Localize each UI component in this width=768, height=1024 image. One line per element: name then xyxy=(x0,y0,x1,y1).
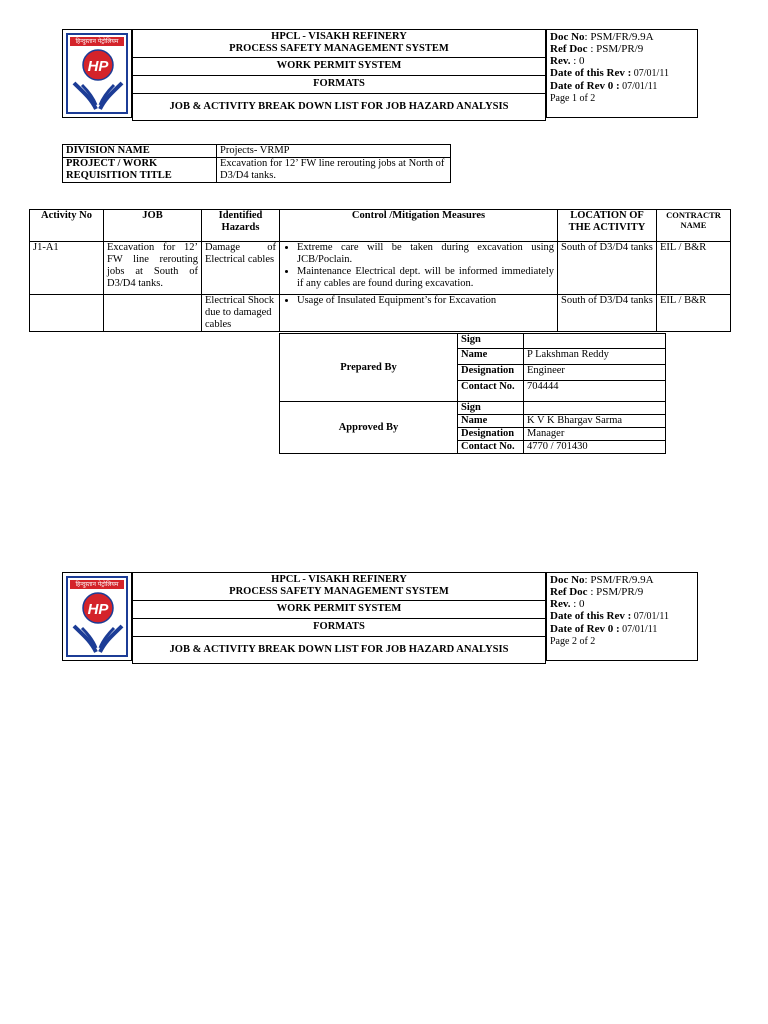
location-cell: South of D3/D4 tanks xyxy=(558,242,657,295)
page-number: Page 1 of 2 xyxy=(550,93,596,104)
approved-name-value: K V K Bhargav Sarma xyxy=(524,415,666,428)
header-hazards: Identified Hazards xyxy=(202,210,280,242)
header-control: Control /Mitigation Measures xyxy=(280,210,558,242)
header-title-table xyxy=(132,29,546,121)
prepared-designation-value: Engineer xyxy=(524,365,666,381)
doc-no-label: Doc No xyxy=(550,574,585,586)
system-name: WORK PERMIT SYSTEM xyxy=(133,58,546,76)
prepared-sign-value xyxy=(524,334,666,349)
rev-value: : 0 xyxy=(570,55,585,67)
contractor-cell: EIL / B&R xyxy=(657,295,731,332)
doc-meta-box xyxy=(546,29,698,118)
approved-designation-value: Manager xyxy=(524,428,666,441)
ref-doc-label: Ref Doc xyxy=(550,586,588,598)
division-label: DIVISION NAME xyxy=(63,145,217,158)
project-label-line1: PROJECT / WORK xyxy=(66,158,158,169)
approved-sign-value xyxy=(524,402,666,415)
hazard-cell: Damage of Electrical cables xyxy=(202,242,280,295)
doc-no-value: : PSM/FR/9.9A xyxy=(584,574,654,586)
date-this-rev-value: 07/01/11 xyxy=(631,611,669,622)
org-line1: HPCL - VISAKH REFINERY xyxy=(271,31,407,42)
signoff-table xyxy=(279,333,666,454)
date-this-rev-value: 07/01/11 xyxy=(631,68,669,79)
header-activity-no: Activity No xyxy=(30,210,104,242)
logo-strip-text: हिन्दुस्तान पेट्रोलियम xyxy=(70,37,124,46)
rev-label: Rev. xyxy=(550,55,571,67)
activity-no-cell xyxy=(30,295,104,332)
doc-no-value: : PSM/FR/9.9A xyxy=(584,31,654,43)
project-label-line2: REQUISITION TITLE xyxy=(66,170,172,181)
org-name-cell xyxy=(133,30,546,58)
contractor-cell: EIL / B&R xyxy=(657,242,731,295)
table-row xyxy=(30,295,731,332)
job-cell xyxy=(104,295,202,332)
activity-table xyxy=(29,209,731,332)
org-name-cell xyxy=(133,573,546,601)
date-rev0-value: 07/01/11 xyxy=(619,624,658,635)
org-line1: HPCL - VISAKH REFINERY xyxy=(271,574,407,585)
date-rev0-label: Date of Rev 0 : xyxy=(550,80,620,92)
contact-label: Contact No. xyxy=(458,381,524,402)
rev-label: Rev. xyxy=(550,598,571,610)
measure-item: • Extreme care will be taken during excavation using JCB/Poclain. xyxy=(297,242,554,266)
measure-item: • Usage of Insulated Equipment’s for Excavation xyxy=(297,295,554,307)
ref-doc-label: Ref Doc xyxy=(550,43,588,55)
prepared-contact-value: 704444 xyxy=(524,381,666,402)
name-label: Name xyxy=(458,415,524,428)
name-label: Name xyxy=(458,349,524,365)
date-rev0-value: 07/01/11 xyxy=(619,81,658,92)
formats-label: FORMATS xyxy=(133,76,546,94)
svg-text:HP: HP xyxy=(87,601,109,618)
doc-meta-box xyxy=(546,572,698,661)
header-contractor: CONTRACTR NAME xyxy=(657,210,731,242)
job-cell: Excavation for 12’ FW line rerouting jobs at South of D3/D4 tanks. xyxy=(104,242,202,295)
doc-no-label: Doc No xyxy=(550,31,585,43)
date-this-rev-label: Date of this Rev : xyxy=(550,67,632,79)
org-line2: PROCESS SAFETY MANAGEMENT SYSTEM xyxy=(229,43,449,54)
designation-label: Designation xyxy=(458,365,524,381)
form-title: JOB & ACTIVITY BREAK DOWN LIST FOR JOB HAZARD ANALYSIS xyxy=(133,637,546,664)
form-title: JOB & ACTIVITY BREAK DOWN LIST FOR JOB HAZARD ANALYSIS xyxy=(133,94,546,121)
svg-text:HP: HP xyxy=(87,58,109,75)
activity-table-header xyxy=(30,210,731,242)
location-cell: South of D3/D4 tanks xyxy=(558,295,657,332)
header-job: JOB xyxy=(104,210,202,242)
measures-cell xyxy=(280,242,558,295)
hp-logo xyxy=(62,29,132,118)
project-value: Excavation for 12’ FW line rerouting jobs at North of D3/D4 tanks. xyxy=(217,158,451,183)
date-rev0-label: Date of Rev 0 : xyxy=(550,623,620,635)
table-row xyxy=(30,242,731,295)
logo-strip-text: हिन्दुस्तान पेट्रोलियम xyxy=(70,580,124,589)
prepared-name-value: P Lakshman Reddy xyxy=(524,349,666,365)
contact-label: Contact No. xyxy=(458,441,524,454)
page-number: Page 2 of 2 xyxy=(550,636,596,647)
approved-by-label: Approved By xyxy=(280,402,458,454)
hp-logo-icon xyxy=(68,47,128,115)
hp-logo xyxy=(62,572,132,661)
ref-doc-value: : PSM/PR/9 xyxy=(587,43,644,55)
activity-no-cell: J1-A1 xyxy=(30,242,104,295)
division-table xyxy=(62,144,451,183)
hazard-cell: Electrical Shock due to damaged cables xyxy=(202,295,280,332)
sign-label: Sign xyxy=(458,334,524,349)
sign-label: Sign xyxy=(458,402,524,415)
prepared-by-label: Prepared By xyxy=(280,334,458,402)
measures-cell xyxy=(280,295,558,332)
ref-doc-value: : PSM/PR/9 xyxy=(587,586,644,598)
system-name: WORK PERMIT SYSTEM xyxy=(133,601,546,619)
date-this-rev-label: Date of this Rev : xyxy=(550,610,632,622)
org-line2: PROCESS SAFETY MANAGEMENT SYSTEM xyxy=(229,586,449,597)
hp-logo-icon xyxy=(68,590,128,658)
designation-label: Designation xyxy=(458,428,524,441)
approved-contact-value: 4770 / 701430 xyxy=(524,441,666,454)
rev-value: : 0 xyxy=(570,598,585,610)
project-label xyxy=(63,158,217,183)
formats-label: FORMATS xyxy=(133,619,546,637)
division-value: Projects- VRMP xyxy=(217,145,451,158)
header-location: LOCATION OF THE ACTIVITY xyxy=(558,210,657,242)
measure-item: • Maintenance Electrical dept. will be informed immediately if any cables are found during excavation. xyxy=(297,266,554,290)
header-title-table xyxy=(132,572,546,664)
